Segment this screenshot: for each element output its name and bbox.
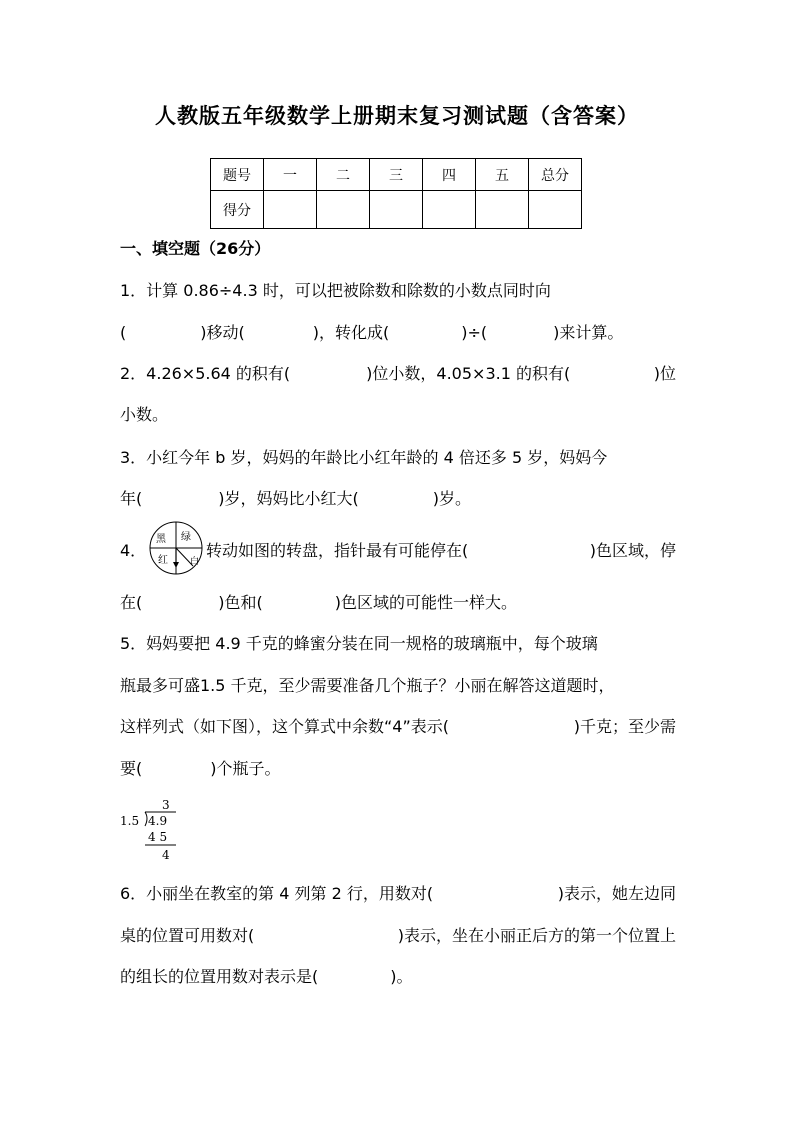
q4-line2: 在( )色和( )色区域的可能性一样大。	[120, 593, 517, 612]
score-header-cell: 一	[264, 159, 317, 191]
long-division-figure	[118, 796, 188, 866]
score-cell[interactable]	[476, 191, 529, 229]
spinner-label-green: 绿	[181, 532, 191, 543]
spinner-figure	[148, 520, 204, 576]
score-header-cell: 总分	[529, 159, 582, 191]
q5-line1: 5．妈妈要把 4.9 千克的蜂蜜分装在同一规格的玻璃瓶中，每个玻璃	[120, 634, 598, 653]
score-table	[210, 158, 582, 229]
score-header-cell: 三	[370, 159, 423, 191]
score-cell[interactable]	[370, 191, 423, 229]
score-header-cell: 五	[476, 159, 529, 191]
q1-line1: 1．计算 0.86÷4.3 时，可以把被除数和除数的小数点同时向	[120, 281, 551, 300]
q3-line1: 3．小红今年 b 岁，妈妈的年龄比小红年龄的 4 倍还多 5 岁，妈妈今	[120, 448, 608, 467]
q1-line2: ( )移动( )，转化成( )÷( )来计算。	[120, 323, 624, 342]
score-header-cell: 四	[423, 159, 476, 191]
score-header-cell: 题号	[211, 159, 264, 191]
division-dividend: 4.9	[148, 814, 168, 828]
division-product: 4 5	[148, 830, 168, 844]
q5-line3: 这样列式（如下图），这个算式中余数“4”表示( )千克；至少需	[120, 717, 676, 736]
division-remainder: 4	[162, 848, 170, 862]
q6-line2: 桌的位置可用数对( )表示，坐在小丽正后方的第一个位置上	[120, 926, 676, 945]
spinner-label-black: 黑	[156, 534, 166, 545]
spinner-label-white: 白	[190, 557, 200, 567]
q6-line1: 6．小丽坐在教室的第 4 列第 2 行，用数对( )表示，她左边同	[120, 884, 676, 903]
q5-line2: 瓶最多可盛1.5 千克，至少需要准备几个瓶子？小丽在解答这道题时，	[120, 676, 615, 695]
spinner-label-red: 红	[158, 555, 168, 566]
q6-line3: 的组长的位置用数对表示是( )。	[120, 967, 413, 986]
score-row-label: 得分	[211, 191, 264, 229]
section-heading: 一、填空题（26分）	[120, 239, 271, 258]
page-title: 人教版五年级数学上册期末复习测试题（含答案）	[155, 104, 639, 128]
score-cell[interactable]	[264, 191, 317, 229]
division-divisor: 1.5	[120, 814, 140, 828]
q2-line1: 2．4.26×5.64 的积有( )位小数，4.05×3.1 的积有( )位	[120, 364, 676, 383]
score-cell[interactable]	[529, 191, 582, 229]
score-header-cell: 二	[317, 159, 370, 191]
division-quotient: 3	[162, 798, 170, 812]
q4-number: 4．	[120, 541, 147, 560]
score-cell[interactable]	[423, 191, 476, 229]
q3-line2: 年( )岁，妈妈比小红大( )岁。	[120, 489, 471, 508]
q4-line1: 转动如图的转盘，指针最有可能停在( )色区域，停	[206, 541, 676, 560]
q5-line4: 要( )个瓶子。	[120, 759, 281, 778]
score-cell[interactable]	[317, 191, 370, 229]
q2-line2: 小数。	[120, 405, 169, 424]
